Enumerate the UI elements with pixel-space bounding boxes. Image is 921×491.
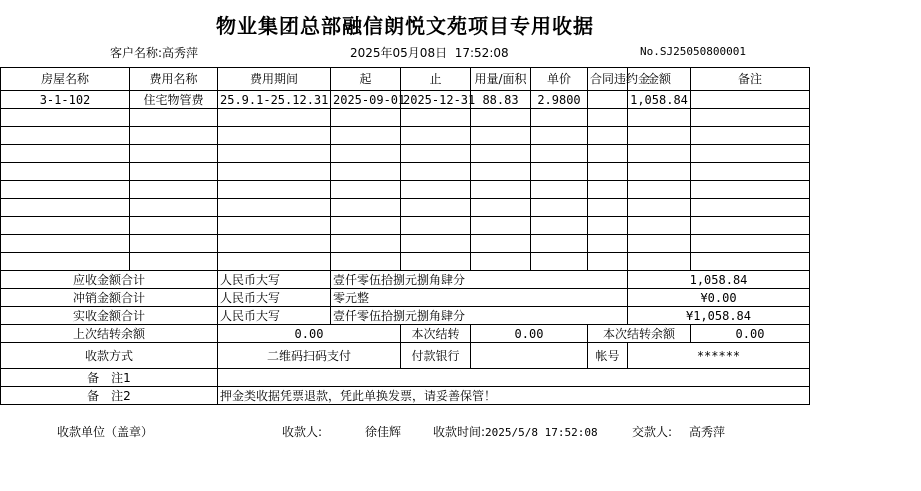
empty-row	[1, 181, 810, 199]
payee-label: 收款人:	[282, 425, 323, 439]
empty-row	[1, 253, 810, 271]
payment-method-value: 二维码扫码支付	[218, 343, 401, 369]
empty-row	[1, 127, 810, 145]
receipt-table	[0, 67, 810, 405]
actual-words: 壹仟零伍拾捌元捌角肆分	[331, 307, 628, 325]
col-amount: 金额	[628, 68, 691, 91]
cell-start: 2025-09-01	[331, 91, 401, 109]
offset-label: 冲销金额合计	[1, 289, 218, 307]
empty-row	[1, 109, 810, 127]
cell-price: 2.9800	[531, 91, 588, 109]
receipt-time: 17:52:08	[454, 46, 509, 60]
cell-amount: 1,058.84	[628, 91, 691, 109]
receipt-datetime	[350, 44, 509, 61]
actual-row	[1, 307, 810, 325]
col-price: 单价	[531, 68, 588, 91]
empty-row	[1, 163, 810, 181]
note2-value: 押金类收据凭票退款，凭此单换发票，请妥善保管！	[218, 387, 810, 405]
col-fee: 费用名称	[130, 68, 218, 91]
offset-row	[1, 289, 810, 307]
payment-method-label: 收款方式	[1, 343, 218, 369]
receivable-amount: 1,058.84	[628, 271, 810, 289]
col-period: 费用期间	[218, 68, 331, 91]
payer-name: 高秀萍	[689, 425, 726, 439]
actual-rmb-label: 人民币大写	[218, 307, 331, 325]
offset-rmb-label: 人民币大写	[218, 289, 331, 307]
receipt-title: 物业集团总部融信朗悦文苑项目专用收据	[216, 14, 594, 38]
table-row	[1, 91, 810, 109]
current-balance-value: 0.00	[691, 325, 810, 343]
receivable-rmb-label: 人民币大写	[218, 271, 331, 289]
collection-time-value: 2025/5/8 17:52:08	[485, 426, 598, 439]
cell-house: 3-1-102	[1, 91, 130, 109]
cell-qty: 88.83	[471, 91, 531, 109]
col-end: 止	[401, 68, 471, 91]
note1-label: 备 注1	[1, 369, 218, 387]
empty-row	[1, 235, 810, 253]
payer-label: 交款人:	[632, 425, 673, 439]
table-header-row	[1, 68, 810, 91]
offset-amount: ¥0.00	[628, 289, 810, 307]
cell-fee: 住宅物管费	[130, 91, 218, 109]
col-qty: 用量/面积	[471, 68, 531, 91]
actual-amount: ¥1,058.84	[628, 307, 810, 325]
col-start: 起	[331, 68, 401, 91]
payment-bank-label: 付款银行	[401, 343, 471, 369]
collection-time	[433, 423, 598, 440]
receivable-row	[1, 271, 810, 289]
note2-row	[1, 387, 810, 405]
cell-note	[691, 91, 810, 109]
this-carry-label: 本次结转	[401, 325, 471, 343]
last-balance-value: 0.00	[218, 325, 401, 343]
receivable-label: 应收金额合计	[1, 271, 218, 289]
empty-row	[1, 217, 810, 235]
note1-value	[218, 369, 810, 387]
cell-period: 25.9.1-25.12.31	[218, 91, 331, 109]
payee-name: 徐佳辉	[365, 425, 402, 439]
col-penalty: 合同违约金	[588, 68, 628, 91]
last-balance-label: 上次结转余额	[1, 325, 218, 343]
account-value: ******	[628, 343, 810, 369]
unit-label: 收款单位（盖章）	[57, 425, 154, 439]
payment-bank-value	[471, 343, 588, 369]
this-carry-value: 0.00	[471, 325, 588, 343]
customer-label: 客户名称:	[110, 46, 163, 60]
empty-row	[1, 199, 810, 217]
col-house: 房屋名称	[1, 68, 130, 91]
customer-name: 高秀萍	[162, 46, 199, 60]
receipt-date: 2025年05月08日	[350, 46, 448, 60]
cell-penalty	[588, 91, 628, 109]
receipt-number: No.SJ25050800001	[640, 45, 746, 58]
note2-label: 备 注2	[1, 387, 218, 405]
receivable-words: 壹仟零伍拾捌元捌角肆分	[331, 271, 628, 289]
offset-words: 零元整	[331, 289, 628, 307]
current-balance-label: 本次结转余额	[588, 325, 691, 343]
empty-row	[1, 145, 810, 163]
account-label: 帐号	[588, 343, 628, 369]
actual-label: 实收金额合计	[1, 307, 218, 325]
note1-row	[1, 369, 810, 387]
cell-end: 2025-12-31	[401, 91, 471, 109]
payment-row	[1, 343, 810, 369]
balance-row	[1, 325, 810, 343]
collection-time-label: 收款时间:	[433, 425, 486, 439]
customer-info	[110, 44, 198, 61]
col-note: 备注	[691, 68, 810, 91]
